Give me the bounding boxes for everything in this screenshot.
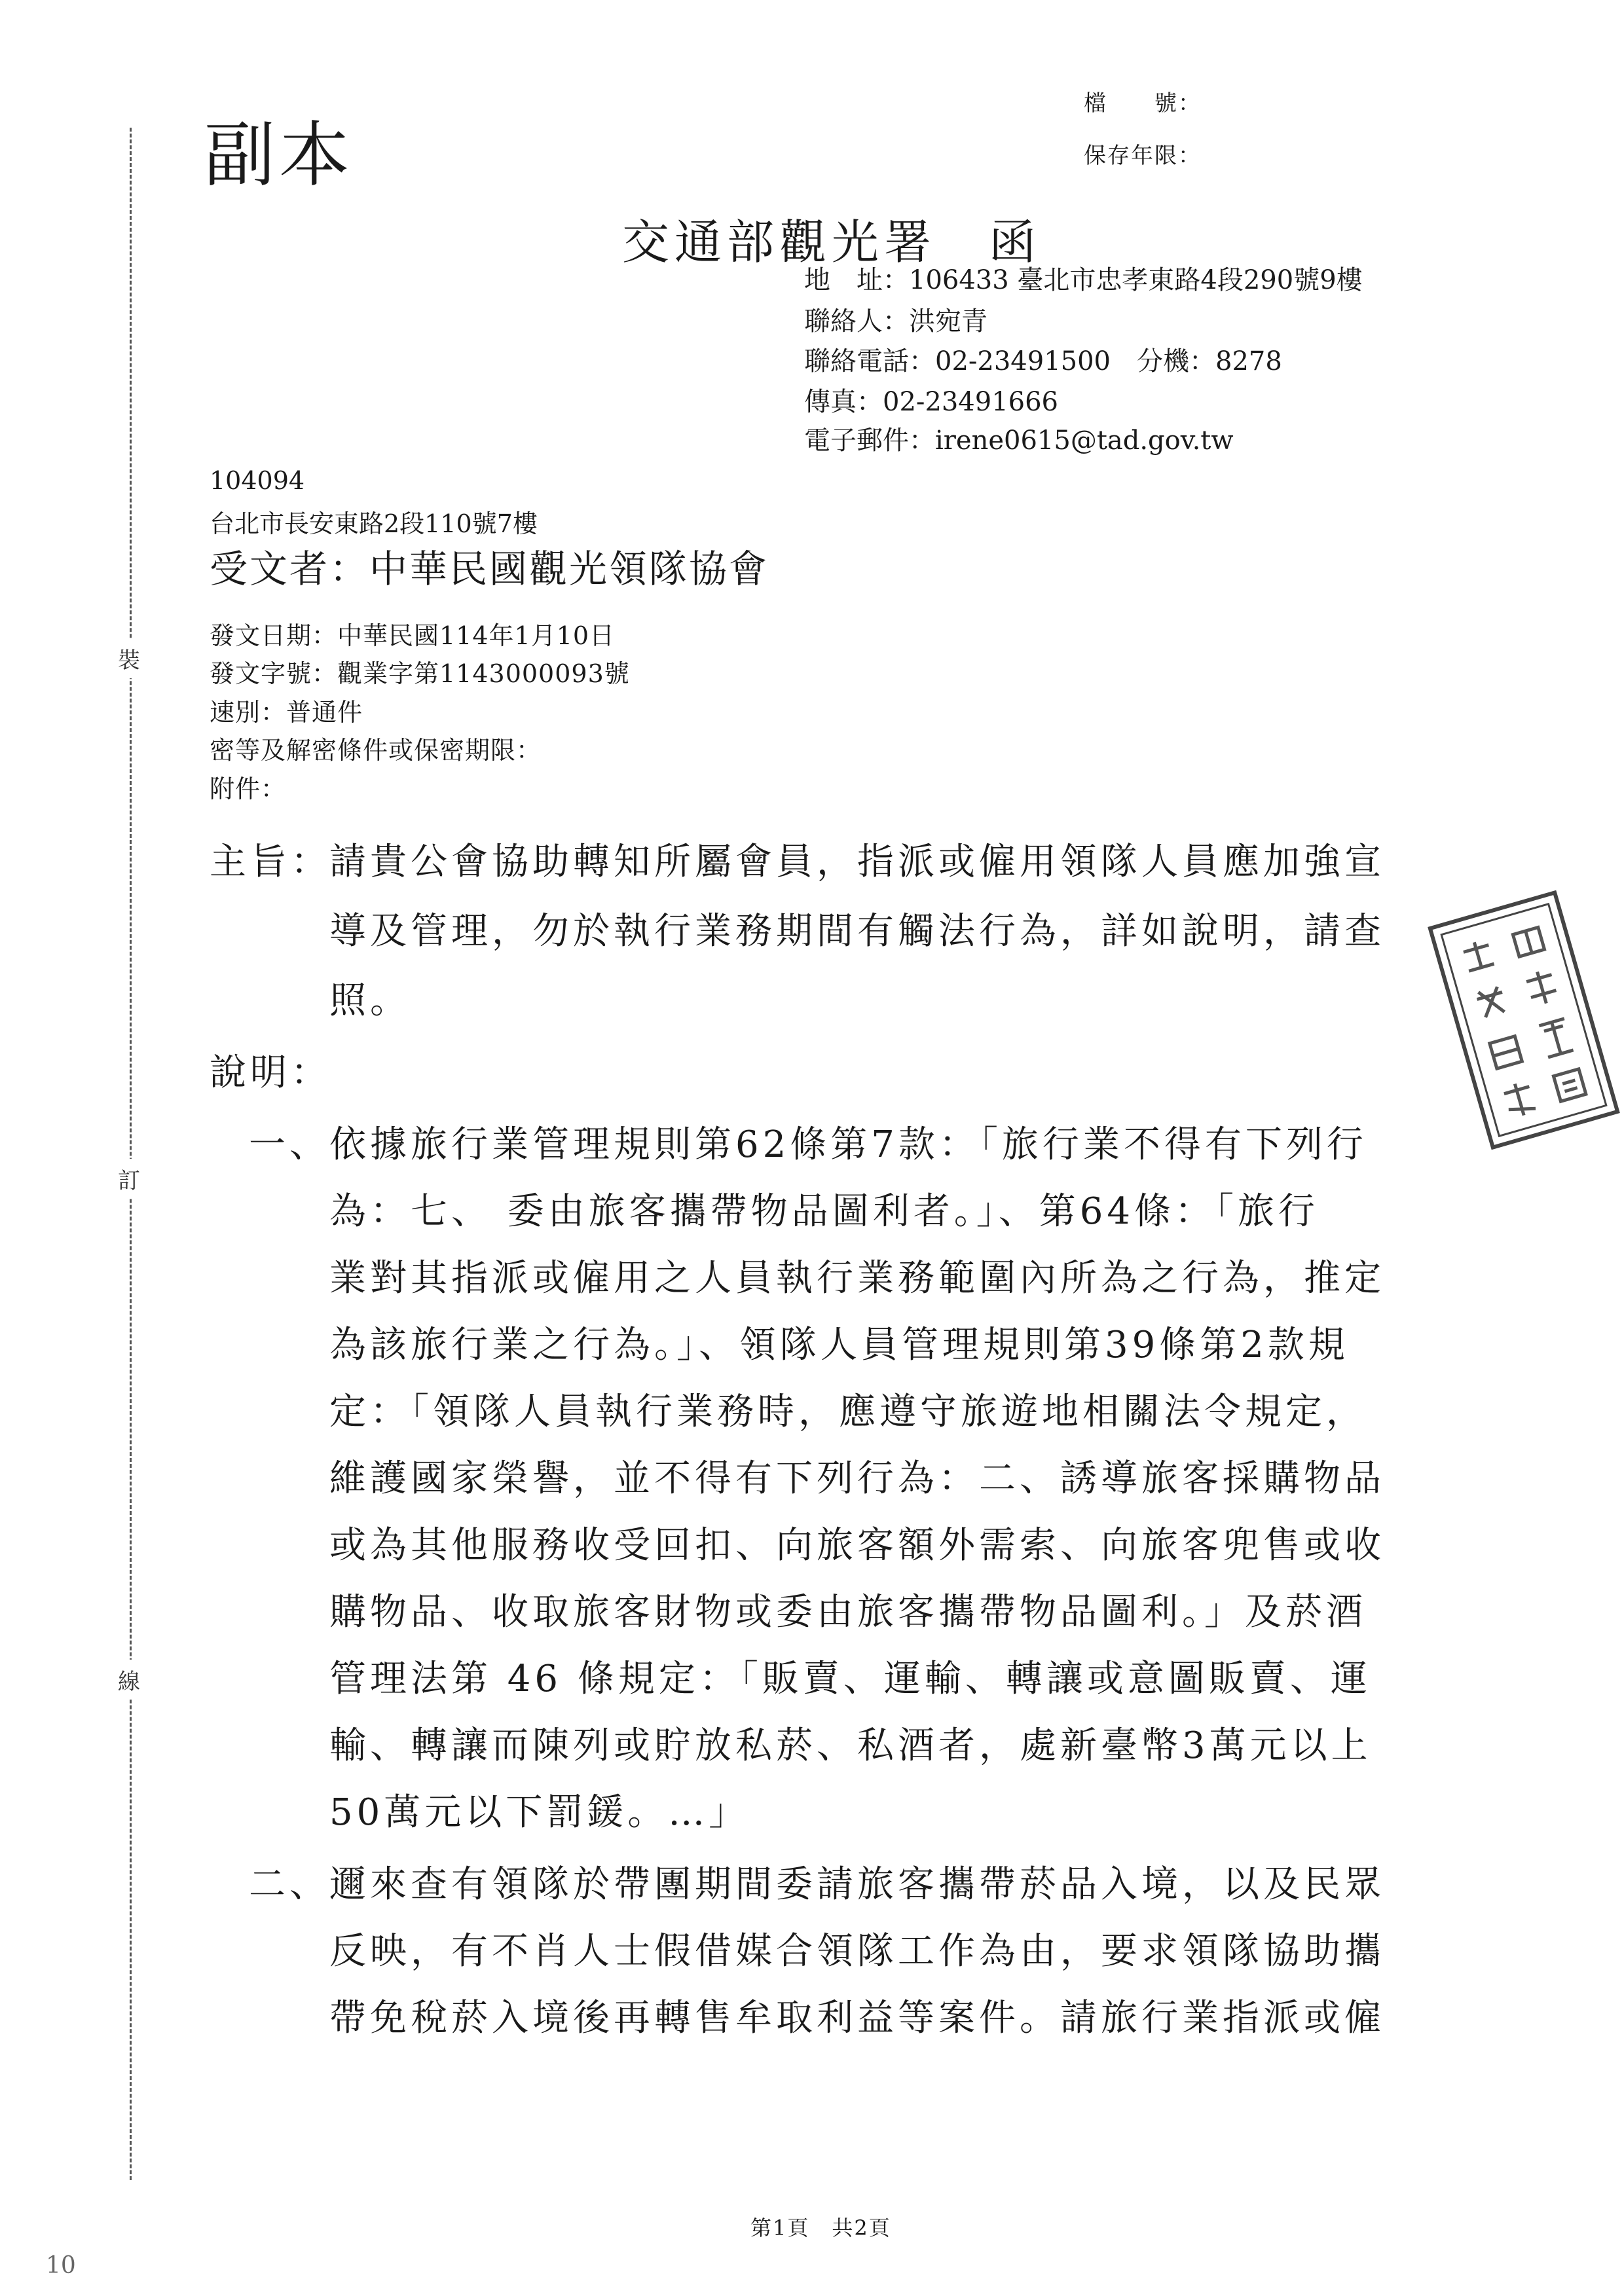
subject-line: 請貴公會協助轉知所屬會員，指派或僱用領隊人員應加強宣 [329,841,1385,883]
page-number: 第1頁 共2頁 [750,2215,891,2240]
binding-mark: 線 [117,1660,141,1700]
explanation-item-2-number: 二、 [249,1863,330,1906]
recipient-address: 台北市長安東路2段110號7樓 [210,509,538,538]
delivery-speed: 速別：普通件 [210,698,363,727]
explanation-line: 維護國家榮譽，並不得有下列行為：二、誘導旅客採購物品 [329,1457,1385,1500]
explanation-line: 定：「領隊人員執行業務時，應遵守旅遊地相關法令規定， [329,1391,1367,1433]
explanation-line: 為該旅行業之行為。」、領隊人員管理規則第39條第2款規 [329,1324,1349,1366]
secrecy-level: 密等及解密條件或保密期限： [210,736,542,765]
binding-mark: 訂 [117,1159,141,1199]
explanation-item-1-number: 一、 [249,1123,330,1166]
subject-line: 導及管理，勿於執行業務期間有觸法行為，詳如說明，請查 [329,910,1385,953]
explanation-line: 邇來查有領隊於帶團期間委請旅客攜帶菸品入境，以及民眾 [329,1863,1385,1906]
corner-handwritten-mark: 10 [46,2252,76,2279]
explanation-line: 反映，有不肖人士假借媒合領隊工作為由，要求領隊協助攜 [329,1930,1385,1973]
explanation-line: 管理法第 46 條規定：「販賣、運輸、轉讓或意圖販賣、運 [329,1658,1371,1700]
recipient-postal-code: 104094 [210,466,305,495]
explanation-label: 說明： [210,1051,331,1094]
explanation-line: 購物品、收取旅客財物或委由旅客攜帶物品圖利。」及菸酒 [329,1591,1367,1633]
subject-line: 照。 [329,979,411,1022]
contact-person: 聯絡人：洪宛青 [804,306,987,337]
explanation-line: 業對其指派或僱用之人員執行業務範圍內所為之行為，推定 [329,1257,1385,1300]
binding-mark: 裝 [117,638,141,678]
attachments: 附件： [210,774,287,803]
agency-address: 地 址：106433 臺北市忠孝東路4段290號9樓 [804,265,1363,295]
explanation-line: 帶免稅菸入境後再轉售牟取利益等案件。請旅行業指派或僱 [329,1997,1385,2039]
recipient-name: 受文者：中華民國觀光領隊協會 [210,547,769,591]
explanation-line: 或為其他服務收受回扣、向旅客額外需索、向旅客兜售或收 [329,1524,1385,1567]
explanation-line: 為：七、 委由旅客攜帶物品圖利者。」、第64條：「旅行 [329,1190,1320,1233]
explanation-line: 50萬元以下罰鍰。…」 [329,1791,750,1834]
official-seal-stamp [1425,888,1622,1152]
binding-line [130,128,132,2180]
document-number: 發文字號：觀業字第1143000093號 [210,659,630,688]
contact-phone: 聯絡電話：02-23491500 分機：8278 [804,346,1282,376]
contact-fax: 傳真：02-23491666 [804,387,1059,417]
issue-date: 發文日期：中華民國114年1月10日 [210,621,616,650]
explanation-line: 輸、轉讓而陳列或貯放私菸、私酒者，處新臺幣3萬元以上 [329,1724,1372,1767]
file-number-label: 檔 號： [1084,90,1202,117]
contact-email: 電子郵件：irene0615@tad.gov.tw [804,426,1234,456]
explanation-line: 依據旅行業管理規則第62條第7款：「旅行業不得有下列行 [329,1123,1367,1166]
agency-title: 交通部觀光署 函 [622,215,1042,270]
copy-mark: 副本 [204,115,354,196]
retention-period-label: 保存年限： [1084,143,1202,169]
subject-label: 主旨： [210,841,331,883]
